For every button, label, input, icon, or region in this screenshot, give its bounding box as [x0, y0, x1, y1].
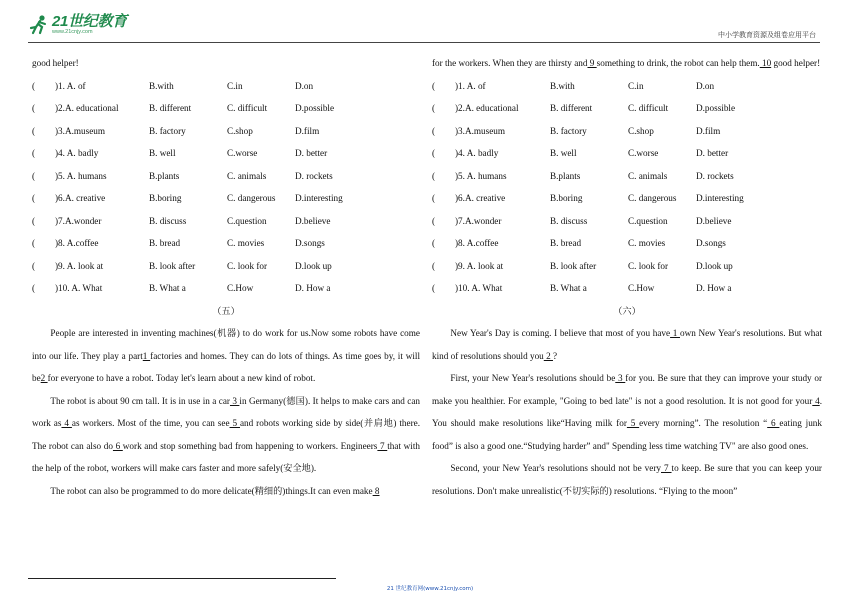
- passage-ending: for the workers. When they are thirsty and 9 something to drink, the robot can help them. 10 good helper!: [432, 58, 821, 68]
- blank-7: 7: [377, 440, 388, 451]
- logo-title: 21世纪教育: [52, 13, 127, 30]
- option-c: C.How: [628, 283, 655, 293]
- answer-bracket[interactable]: (: [32, 80, 36, 91]
- option-c: C.worse: [628, 148, 659, 158]
- option-d: D.on: [295, 80, 314, 91]
- option-d: D.believe: [295, 215, 331, 226]
- question-option-a: )6.A. creative: [55, 193, 106, 203]
- option-b: B. discuss: [550, 215, 588, 226]
- section-title: （五）: [212, 305, 240, 316]
- question-option-a: )2.A. educational: [455, 103, 519, 113]
- choice-row: [432, 142, 822, 165]
- choice-row: [32, 277, 420, 300]
- question-option-a: )4. A. badly: [455, 148, 499, 158]
- answer-bracket[interactable]: (: [432, 283, 436, 293]
- answer-bracket[interactable]: (: [432, 260, 436, 271]
- choice-list: [32, 75, 420, 300]
- option-b: B. factory: [550, 125, 587, 136]
- passage-paragraph: The robot is about 90 cm tall. It is in use in a car 3 in Germany(德国). It helps to make cars and can work as 4 as workers. Most of the time, you can see 5 and robots working side by side(并肩地) there. The robot can also do 6 work and stop something bad from happening to workers. Engineers 7 that with the help of the robot, workers will make cars faster and more safely(安全地).: [32, 395, 421, 473]
- option-d: D.look up: [295, 260, 332, 271]
- option-c: C. difficult: [227, 103, 268, 113]
- option-c: C. movies: [628, 238, 666, 248]
- answer-bracket[interactable]: (: [32, 148, 36, 158]
- answer-bracket[interactable]: (: [432, 103, 436, 113]
- answer-bracket[interactable]: (: [432, 170, 436, 181]
- option-b: B. bread: [149, 238, 181, 248]
- header-tagline: 中小学教育资源及组卷应用平台: [718, 31, 816, 39]
- choice-row: [32, 255, 420, 278]
- question-option-a: )8. A.coffee: [455, 238, 499, 248]
- passage-paragraph: People are interested in inventing machines(机器) to do work for us.Now some robots have come into our life. They play a part1 factories and homes. They can do lots of things. As time goes by, it will be2 for everyone to have a robot. Today let's learn about a new kind of robot.: [32, 328, 421, 383]
- answer-bracket[interactable]: (: [432, 148, 436, 158]
- choice-row: [32, 187, 420, 210]
- option-c: C. dangerous: [628, 193, 677, 203]
- choice-row: [432, 232, 822, 255]
- option-b: B. look after: [149, 260, 196, 271]
- logo-url: www.21cnjy.com: [52, 29, 93, 35]
- right-column: [432, 52, 822, 502]
- option-b: B.plants: [550, 170, 581, 181]
- question-option-a: )1. A. of: [55, 80, 86, 91]
- option-d: D.look up: [696, 260, 733, 271]
- option-c: C.shop: [628, 125, 654, 136]
- question-option-a: )6.A. creative: [455, 193, 506, 203]
- question-option-a: )9. A. look at: [455, 260, 504, 271]
- passage-ending: good helper!: [32, 58, 79, 68]
- question-option-a: )7.A.wonder: [455, 215, 502, 226]
- question-option-a: )1. A. of: [455, 80, 486, 91]
- option-c: C. look for: [227, 260, 268, 271]
- footer-source: 21 世纪教育网(www.21cnjy.com): [386, 586, 474, 592]
- option-b: B.with: [550, 80, 575, 91]
- blank-6: 6: [112, 440, 123, 451]
- question-option-a: )8. A.coffee: [55, 238, 99, 248]
- choice-row: [32, 232, 420, 255]
- option-b: B.boring: [149, 193, 182, 203]
- passage-paragraph: Second, your New Year's resolutions should not be very 7 to keep. Be sure that you can keep your resolutions. Don't make unrealistic(不切实际的) resolutions. “Flying to the moon”: [432, 463, 822, 496]
- option-d: D. better: [295, 148, 328, 158]
- option-d: D. better: [696, 148, 729, 158]
- section-title: （六）: [613, 305, 641, 316]
- option-b: B. bread: [550, 238, 582, 248]
- option-d: D. How a: [295, 283, 331, 293]
- answer-bracket[interactable]: (: [32, 283, 36, 293]
- question-option-a: )10. A. What: [55, 283, 103, 293]
- choice-row: [32, 210, 420, 233]
- choice-row: [432, 255, 822, 278]
- left-column: [32, 52, 420, 502]
- option-d: D.on: [696, 80, 715, 91]
- question-option-a: )2.A. educational: [55, 103, 119, 113]
- option-d: D.possible: [696, 103, 736, 113]
- choice-row: [432, 97, 822, 120]
- answer-bracket[interactable]: (: [32, 103, 36, 113]
- blank-2: 2: [40, 373, 48, 383]
- option-b: B. different: [149, 103, 192, 113]
- choice-row: [32, 97, 420, 120]
- choice-row: [432, 277, 822, 300]
- logo: [28, 14, 127, 42]
- option-c: C.How: [227, 283, 254, 293]
- option-c: C. look for: [628, 260, 669, 271]
- answer-bracket[interactable]: (: [432, 238, 436, 248]
- option-d: D.possible: [295, 103, 335, 113]
- option-b: B. What a: [149, 283, 186, 293]
- blank-3: 3: [615, 373, 626, 383]
- option-c: C.worse: [227, 148, 258, 158]
- passage-paragraph: First, your New Year's resolutions should be 3 for you. Be sure that they can improve your study or make you healthier. For example, "Going to bed late" is not a good resolution. It is not good for your 4. You should make resolutions like“Having milk for 5 every morning”. The resolution “ 6 eating junk food” is also a good one.“Studying harder” and" Spending less time watching TV" are also good ones.: [432, 373, 823, 451]
- page-header: [0, 0, 860, 44]
- answer-bracket[interactable]: (: [432, 215, 436, 226]
- answer-bracket[interactable]: (: [32, 125, 36, 136]
- blank-7: 7: [661, 463, 672, 473]
- option-c: C.in: [227, 80, 243, 91]
- choice-row: [432, 187, 822, 210]
- blank-4: 4: [61, 418, 72, 428]
- answer-bracket[interactable]: (: [32, 260, 36, 271]
- answer-bracket[interactable]: (: [32, 238, 36, 248]
- answer-bracket[interactable]: (: [432, 193, 436, 203]
- passage-paragraph: The robot can also be programmed to do more delicate(精细的)things.It can even make 8: [50, 485, 380, 496]
- blank-8: 8: [372, 485, 380, 496]
- option-d: D.believe: [696, 215, 732, 226]
- option-c: C.question: [227, 215, 267, 226]
- option-c: C. animals: [628, 170, 668, 181]
- option-c: C. dangerous: [227, 193, 276, 203]
- blank-5: 5: [229, 418, 240, 428]
- question-option-a: )3.A.museum: [55, 125, 106, 136]
- option-d: D.songs: [696, 238, 726, 248]
- question-option-a: )5. A. humans: [55, 170, 107, 181]
- question-option-a: )9. A. look at: [55, 260, 104, 271]
- answer-bracket[interactable]: (: [432, 80, 436, 91]
- option-c: C. difficult: [628, 103, 669, 113]
- choice-row: [32, 165, 420, 188]
- option-d: D.film: [295, 125, 320, 136]
- answer-bracket[interactable]: (: [432, 125, 436, 136]
- blank-1: 1: [670, 328, 680, 338]
- option-b: B.boring: [550, 193, 583, 203]
- choice-row: [432, 75, 822, 98]
- option-c: C.shop: [227, 125, 253, 136]
- option-b: B. What a: [550, 283, 587, 293]
- choice-row: [432, 120, 822, 143]
- blank-1: 1: [142, 350, 151, 361]
- option-b: B. factory: [149, 125, 186, 136]
- option-b: B. different: [550, 103, 593, 113]
- blank-6: 6: [767, 418, 780, 428]
- question-option-a: )3.A.museum: [455, 125, 506, 136]
- option-b: B.with: [149, 80, 174, 91]
- option-d: D.interesting: [696, 193, 744, 203]
- choice-row: [32, 75, 420, 98]
- option-b: B. well: [550, 148, 577, 158]
- blank-3: 3: [229, 395, 240, 406]
- question-option-a: )4. A. badly: [55, 148, 99, 158]
- answer-bracket[interactable]: (: [32, 215, 36, 226]
- option-d: D.songs: [295, 238, 325, 248]
- footer-divider: [28, 578, 336, 579]
- option-c: C. animals: [227, 170, 267, 181]
- option-b: B. discuss: [149, 215, 187, 226]
- passage-paragraph: New Year's Day is coming. I believe that most of you have 1 own New Year's resolutions. But what kind of resolutions should you 2 ?: [432, 328, 823, 361]
- choice-row: [432, 210, 822, 233]
- runner-logo-icon: [28, 14, 50, 36]
- option-c: C.in: [628, 80, 644, 91]
- option-c: C. movies: [227, 238, 265, 248]
- option-d: D. How a: [696, 283, 732, 293]
- question-option-a: )5. A. humans: [455, 170, 507, 181]
- blank-5: 5: [626, 418, 640, 428]
- blank-9: 9: [587, 58, 597, 68]
- question-option-a: )10. A. What: [455, 283, 503, 293]
- question-option-a: )7.A.wonder: [55, 215, 102, 226]
- answer-bracket[interactable]: (: [32, 170, 36, 181]
- option-d: D. rockets: [696, 170, 734, 181]
- option-b: B. well: [149, 148, 176, 158]
- blank-4: 4: [812, 395, 820, 406]
- header-divider: [28, 42, 820, 43]
- blank-10: 10: [759, 58, 772, 68]
- choice-row: [32, 142, 420, 165]
- option-b: B.plants: [149, 170, 180, 181]
- blank-2: 2: [543, 350, 553, 361]
- choice-row: [432, 165, 822, 188]
- option-d: D.film: [696, 125, 721, 136]
- option-d: D. rockets: [295, 170, 333, 181]
- choice-row: [32, 120, 420, 143]
- choice-list: [432, 75, 822, 300]
- option-c: C.question: [628, 215, 668, 226]
- option-b: B. look after: [550, 260, 597, 271]
- option-d: D.interesting: [295, 193, 343, 203]
- answer-bracket[interactable]: (: [32, 193, 36, 203]
